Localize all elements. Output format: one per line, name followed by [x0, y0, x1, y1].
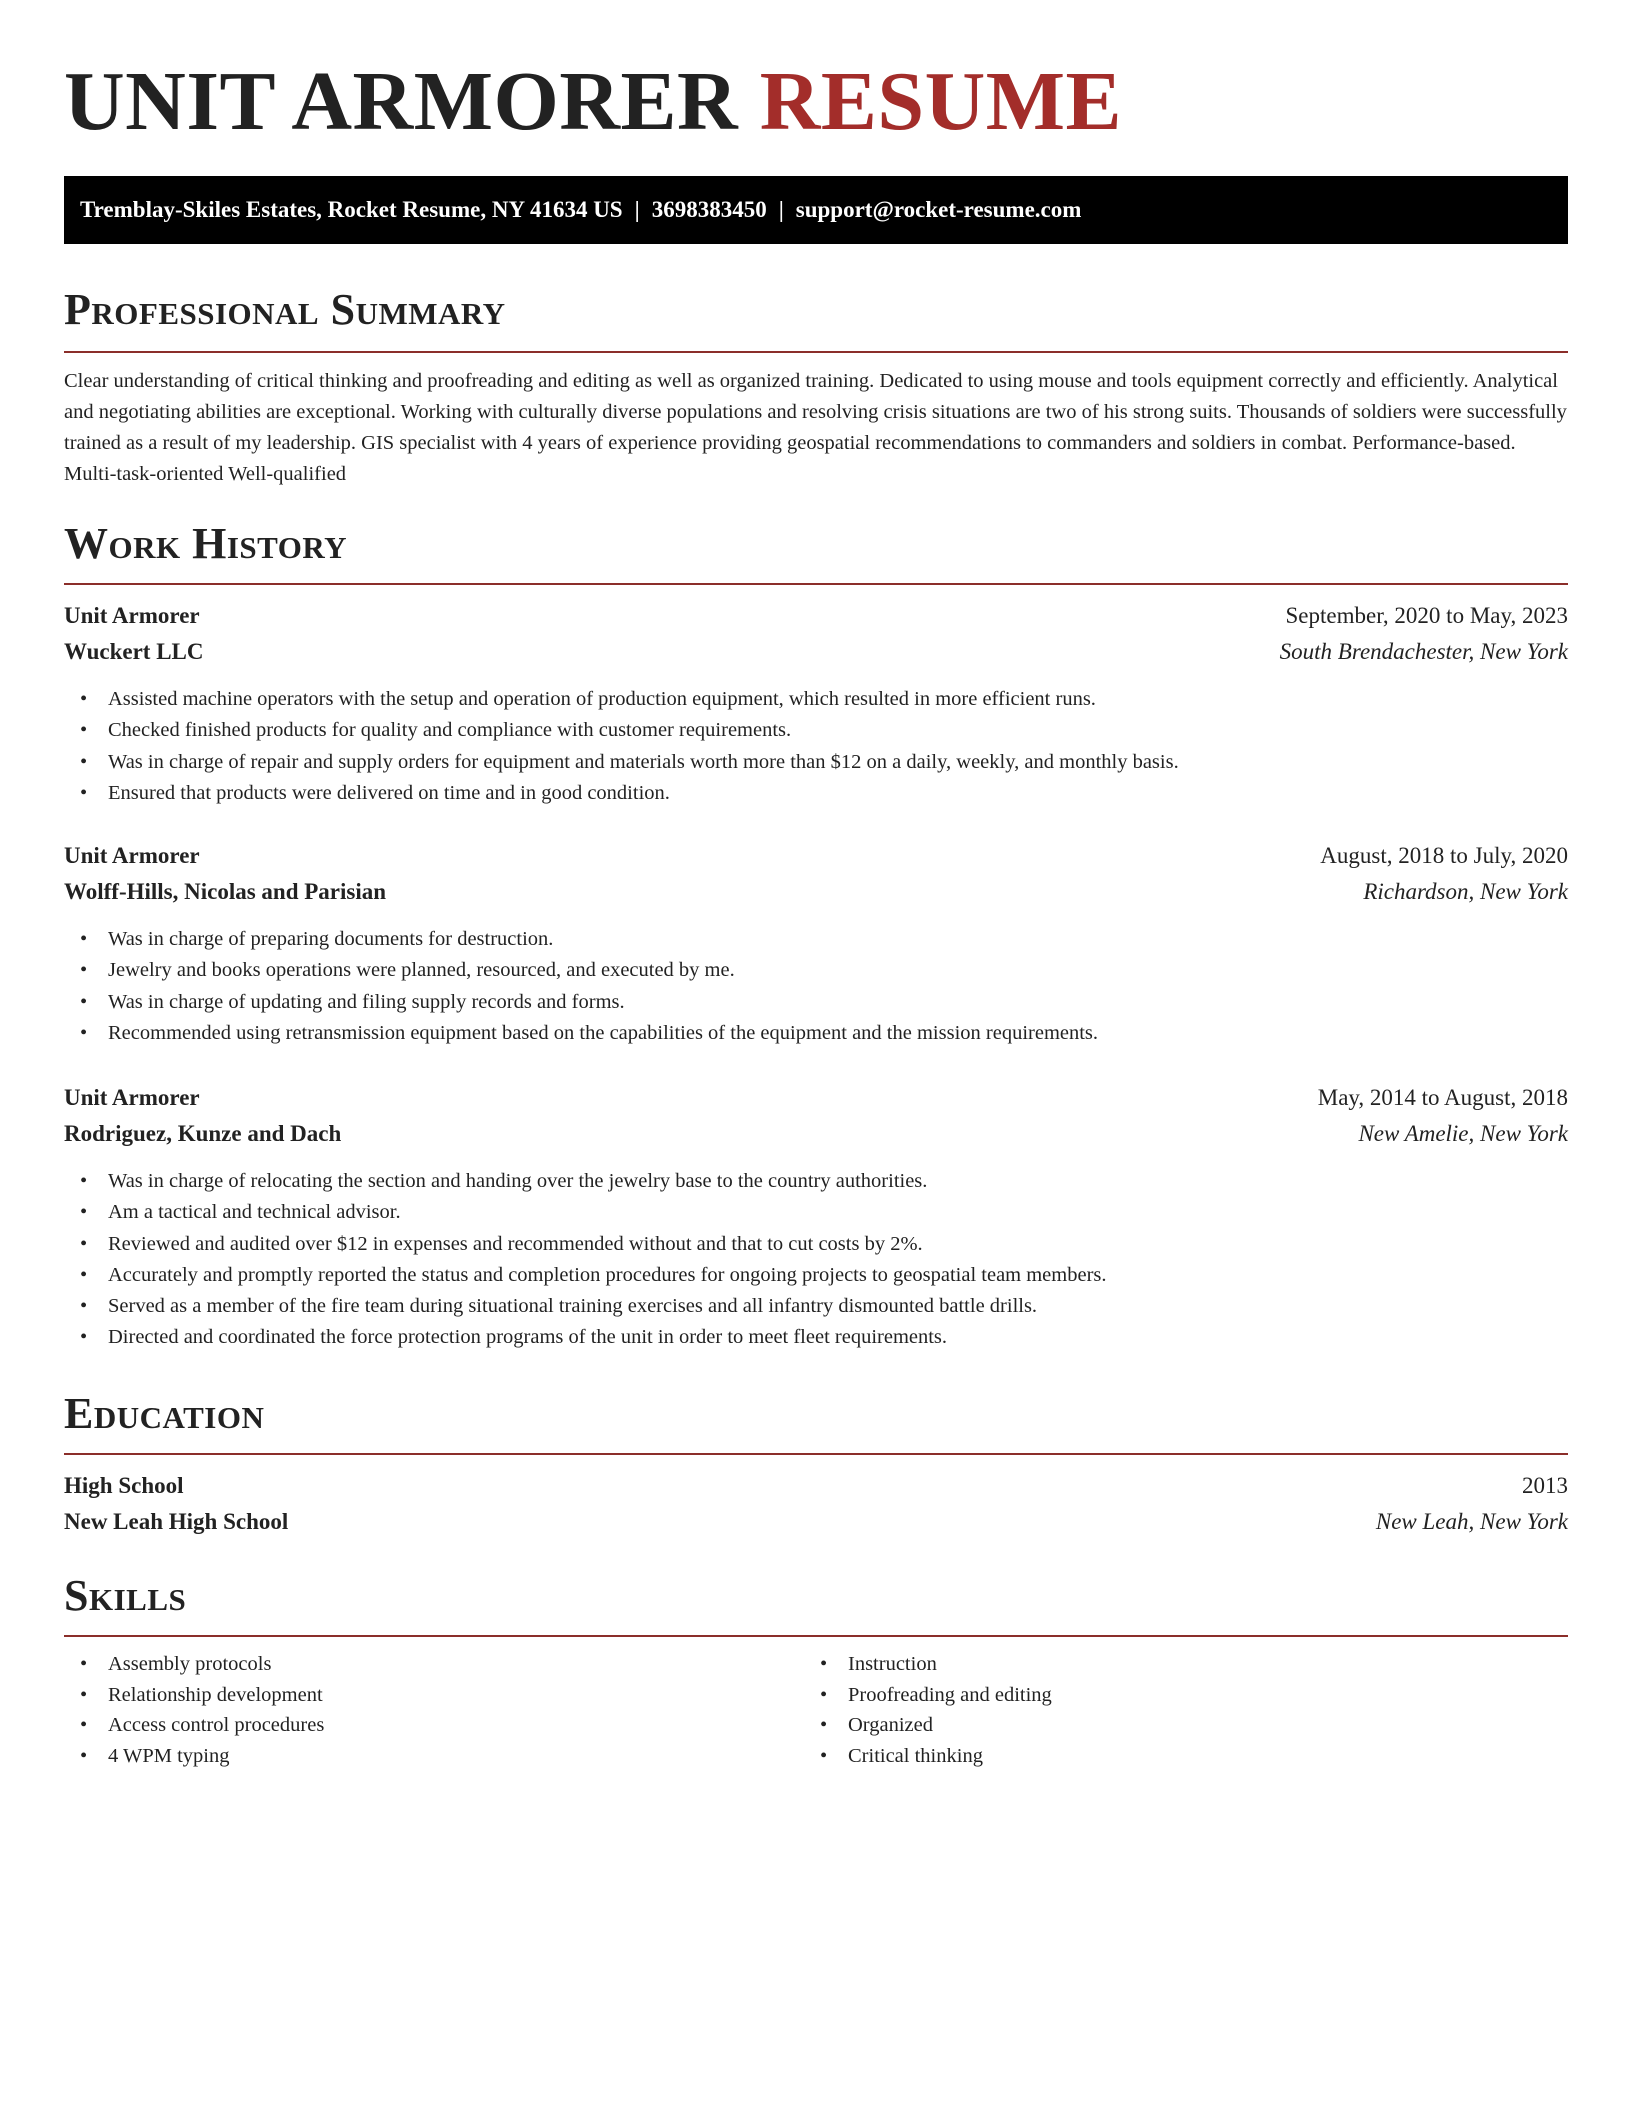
list-item: • Was in charge of updating and filing supply records and forms.: [80, 990, 625, 1013]
skills-list-left: [64, 1649, 804, 1772]
skill-item: • Critical thinking: [820, 1745, 983, 1768]
list-item: • Was in charge of repair and supply orders for equipment and materials worth more than $12 on a daily, weekly, and monthly basis.: [80, 750, 1179, 773]
contact-bar: [64, 176, 1568, 244]
job-bullets: [64, 684, 1568, 809]
contact-phone: 3698383450: [651, 197, 767, 222]
job-bullets: [64, 1166, 1568, 1354]
job-company: Rodriguez, Kunze and Dach: [64, 1121, 342, 1146]
list-item: • Served as a member of the fire team during situational training exercises and all infantry dismounted battle drills.: [80, 1295, 1038, 1318]
resume-title: [64, 0, 1568, 148]
job-dates: August, 2018 to July, 2020: [1320, 843, 1568, 868]
list-item: • Jewelry and books operations were planned, resourced, and executed by me.: [80, 959, 735, 982]
resume-page: [64, 0, 1568, 1768]
section-divider: [64, 583, 1568, 585]
job-title: Unit Armorer: [64, 603, 200, 628]
job-company-row: [64, 1116, 1568, 1152]
section-divider: [64, 1453, 1568, 1455]
job-title: Unit Armorer: [64, 1085, 200, 1110]
job-header: [64, 598, 1568, 634]
education-degree: High School: [64, 1473, 184, 1498]
job-header: [64, 1080, 1568, 1116]
skill-item: • Proofreading and editing: [820, 1683, 1052, 1706]
list-item: • Was in charge of preparing documents for destruction.: [80, 928, 554, 950]
contact-separator: |: [634, 197, 640, 222]
job-location: South Brendachester, New York: [1279, 639, 1568, 664]
skill-item: • 4 WPM typing: [80, 1745, 230, 1768]
list-item: • Am a tactical and technical advisor.: [80, 1201, 401, 1224]
education-heading: Education: [64, 1389, 265, 1438]
title-main: UNIT ARMORER: [64, 55, 739, 148]
job-dates: September, 2020 to May, 2023: [1285, 603, 1568, 628]
list-item: • Ensured that products were delivered on time and in good condition.: [80, 781, 670, 804]
list-item: • Recommended using retransmission equipment based on the capabilities of the equipment and the mission requirements.: [80, 1021, 1099, 1044]
summary-text: Clear understanding of critical thinking and proofreading and editing as well as organized training. Dedicated to using mouse and tools equipment correctly and efficiently. Analytical and negotiating abilities are exceptional. Working with culturally diverse populations and resolving crisis situations are two of his strong suits. Thousands of soldiers were successfully trained as a result of my leadership. GIS specialist with 4 years of experience providing geospatial recommendations to commanders and soldiers in combat. Performance-based. Multi-task-oriented Well-qualified: [64, 370, 1567, 485]
contact-address: Tremblay-Skiles Estates, Rocket Resume, NY 41634 US: [80, 197, 623, 222]
skills-list-right: [804, 1649, 1544, 1772]
list-item: • Accurately and promptly reported the status and completion procedures for ongoing projects to geospatial team members.: [80, 1263, 1107, 1286]
job-company-row: [64, 874, 1568, 910]
work-history-heading: Work History: [64, 519, 348, 568]
job-dates: May, 2014 to August, 2018: [1317, 1085, 1568, 1110]
skill-item: • Instruction: [820, 1653, 937, 1675]
education-school: New Leah High School: [64, 1509, 289, 1534]
skill-item: • Relationship development: [80, 1683, 323, 1706]
job-bullets: [64, 924, 1568, 1049]
list-item: • Was in charge of relocating the section and handing over the jewelry base to the country authorities.: [80, 1170, 928, 1192]
skill-item: • Access control procedures: [80, 1714, 325, 1737]
job-location: New Amelie, New York: [1358, 1121, 1568, 1146]
list-item: • Checked finished products for quality and compliance with customer requirements.: [80, 719, 792, 742]
education-year: 2013: [1522, 1473, 1568, 1498]
contact-email[interactable]: support@rocket-resume.com: [795, 197, 1082, 222]
job-company: Wolff-Hills, Nicolas and Parisian: [64, 879, 387, 904]
job-company: Wuckert LLC: [64, 639, 204, 664]
title-accent: RESUME: [759, 55, 1123, 148]
section-divider: [64, 351, 1568, 353]
skill-item: • Organized: [820, 1714, 934, 1737]
job-location: Richardson, New York: [1363, 879, 1568, 904]
skills-heading: Skills: [64, 1571, 187, 1620]
list-item: • Reviewed and audited over $12 in expenses and recommended without and that to cut costs by 2%.: [80, 1232, 923, 1255]
contact-separator: |: [778, 197, 784, 222]
education-header: [64, 1468, 1568, 1504]
list-item: • Assisted machine operators with the setup and operation of production equipment, which resulted in more efficient runs.: [80, 688, 1096, 710]
section-divider: [64, 1635, 1568, 1637]
job-title: Unit Armorer: [64, 843, 200, 868]
list-item: • Directed and coordinated the force protection programs of the unit in order to meet fleet requirements.: [80, 1326, 948, 1349]
education-school-row: [64, 1504, 1568, 1540]
summary-heading: Professional Summary: [64, 285, 506, 334]
skill-item: • Assembly protocols: [80, 1653, 272, 1675]
education-location: New Leah, New York: [1375, 1509, 1568, 1534]
job-company-row: [64, 634, 1568, 670]
job-header: [64, 838, 1568, 874]
